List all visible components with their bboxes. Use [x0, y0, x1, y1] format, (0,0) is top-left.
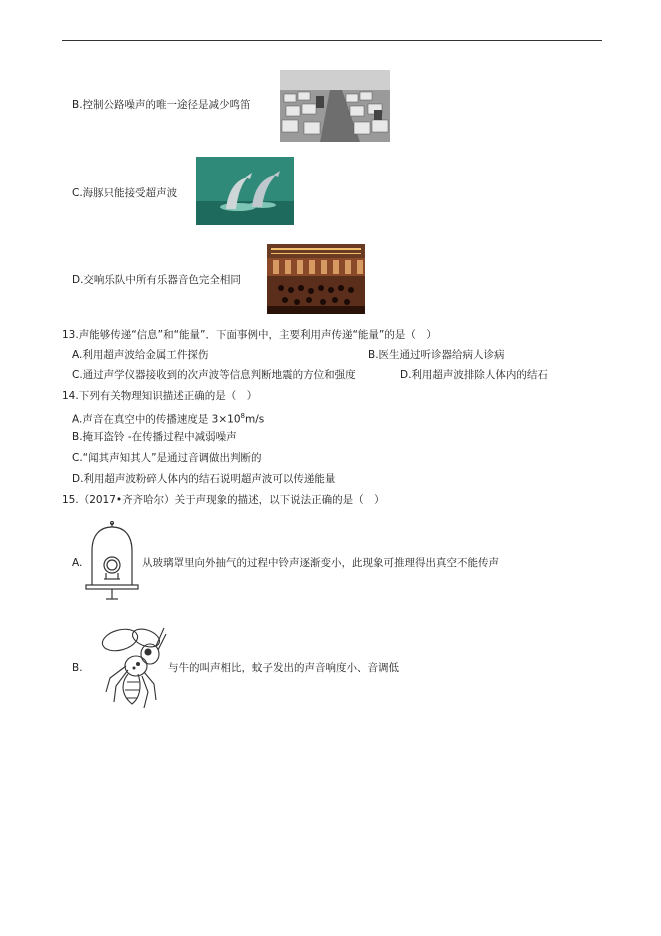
q15-option-b-label: B.	[72, 662, 83, 674]
option-b-text: B.控制公路噪声的唯一途径是减少鸣笛	[72, 99, 251, 111]
traffic-jam-photo	[280, 70, 390, 142]
q14-option-a	[72, 409, 264, 427]
q14-option-d: D.利用超声波粉碎人体内的结石说明超声波可以传递能量	[72, 473, 336, 485]
q14-option-a-unit: m/s	[244, 413, 265, 426]
q15-option-a-label: A.	[72, 557, 83, 569]
dolphins-photo	[196, 157, 294, 225]
q15-option-a-text: 从玻璃罩里向外抽气的过程中铃声逐渐变小，此现象可推理得出真空不能传声	[142, 557, 499, 569]
q13-option-c: C.通过声学仪器接收到的次声波等信息判断地震的方位和强度	[72, 369, 356, 381]
q14-option-a-exponent: 8	[240, 412, 245, 420]
orchestra-photo	[267, 244, 365, 314]
q13-stem: 13.声能够传递“信息”和“能量”．下面事例中，主要利用声传递“能量”的是（ ）	[62, 329, 437, 341]
q13-option-b: B.医生通过听诊器给病人诊病	[368, 349, 505, 361]
q14-option-b: B.掩耳盗铃 -在传播过程中减弱噪声	[72, 431, 237, 443]
q14-stem: 14.下列有关物理知识描述正确的是（ ）	[62, 390, 258, 402]
q13-option-d: D.利用超声波排除人体内的结石	[400, 369, 548, 381]
q14-option-a-prefix: A.声音在真空中的传播速度是 3×10	[72, 413, 241, 426]
header-rule	[62, 40, 602, 41]
q13-option-a: A.利用超声波给金属工件探伤	[72, 349, 209, 361]
q15-option-b-text: 与牛的叫声相比，蚊子发出的声音响度小、音调低	[168, 662, 399, 674]
mosquito-drawing	[98, 620, 168, 714]
bell-jar-diagram	[82, 521, 142, 601]
q14-option-c: C.“闻其声知其人”是通过音调做出判断的	[72, 452, 262, 464]
option-c-text: C.海豚只能接受超声波	[72, 187, 178, 199]
q15-stem: 15.（2017•齐齐哈尔）关于声现象的描述，以下说法正确的是（ ）	[62, 494, 385, 506]
option-d-text: D.交响乐队中所有乐器音色完全相同	[72, 274, 241, 286]
